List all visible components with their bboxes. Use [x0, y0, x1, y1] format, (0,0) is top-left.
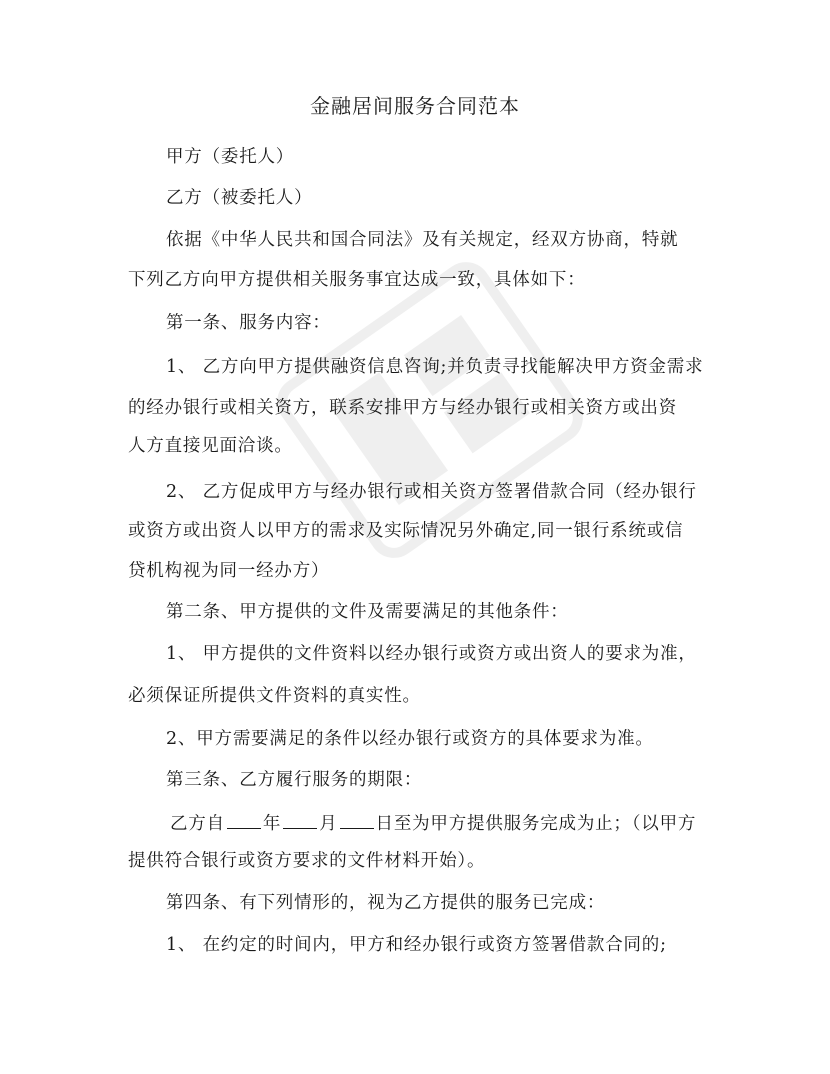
article-1-item-1-line-2: 的经办银行或相关资方，联系安排甲方与经办银行或相关资方或出资: [128, 398, 677, 418]
document-title: 金融居间服务合同范本: [310, 94, 520, 118]
article-1-item-1-line-3: 人方直接见面洽谈。: [128, 436, 293, 456]
article-3-month-label: 月: [319, 814, 338, 834]
article-1-item-2-line-1: 2、 乙方促成甲方与经办银行或相关资方签署借款合同（经办银行: [166, 482, 697, 502]
article-4-item-1: 1、 在约定的时间内，甲方和经办银行或资方签署借款合同的;: [166, 935, 667, 955]
article-1-heading: 第一条、服务内容：: [166, 313, 331, 333]
article-3-heading: 第三条、乙方履行服务的期限：: [166, 770, 423, 790]
article-3-year-label: 年: [262, 814, 282, 834]
party-b-label: 乙方（被委托人）: [166, 188, 313, 208]
article-3-line-1: [170, 810, 696, 837]
article-4-heading: 第四条、有下列情形的，视为乙方提供的服务已完成：: [166, 893, 606, 913]
party-a-label: 甲方（委托人）: [166, 147, 295, 167]
article-1-item-2-line-2: 或资方或出资人以甲方的需求及实际情况另外确定,同一银行系统或信: [128, 521, 684, 541]
article-1-item-1-line-1: 1、 乙方向甲方提供融资信息咨询;并负责寻找能解决甲方资金需求: [166, 357, 704, 377]
article-3-from-label: 乙方自: [170, 814, 225, 834]
article-3-day-text: 日至为甲方提供服务完成为止；（以甲方: [375, 814, 697, 834]
article-2-item-2: 2、甲方需要满足的条件以经办银行或资方的具体要求为准。: [166, 729, 654, 749]
article-1-item-2-line-3: 贷机构视为同一经办方）: [128, 561, 330, 581]
article-2-heading: 第二条、甲方提供的文件及需要满足的其他条件：: [166, 602, 569, 622]
article-2-item-1-line-2: 必须保证所提供文件资料的真实性。: [128, 686, 421, 706]
intro-line-1: 依据《中华人民共和国合同法》及有关规定，经双方协商，特就: [166, 230, 679, 250]
article-3-line-2: 提供符合银行或资方要求的文件材料开始）。: [128, 851, 486, 871]
year-blank-field[interactable]: [227, 810, 261, 829]
month-blank-field[interactable]: [283, 810, 317, 829]
article-2-item-1-line-1: 1、 甲方提供的文件资料以经办银行或资方或出资人的要求为准，: [166, 644, 697, 664]
intro-line-2: 下列乙方向甲方提供相关服务事宜达成一致，具体如下：: [128, 270, 586, 290]
day-blank-field[interactable]: [340, 810, 374, 829]
